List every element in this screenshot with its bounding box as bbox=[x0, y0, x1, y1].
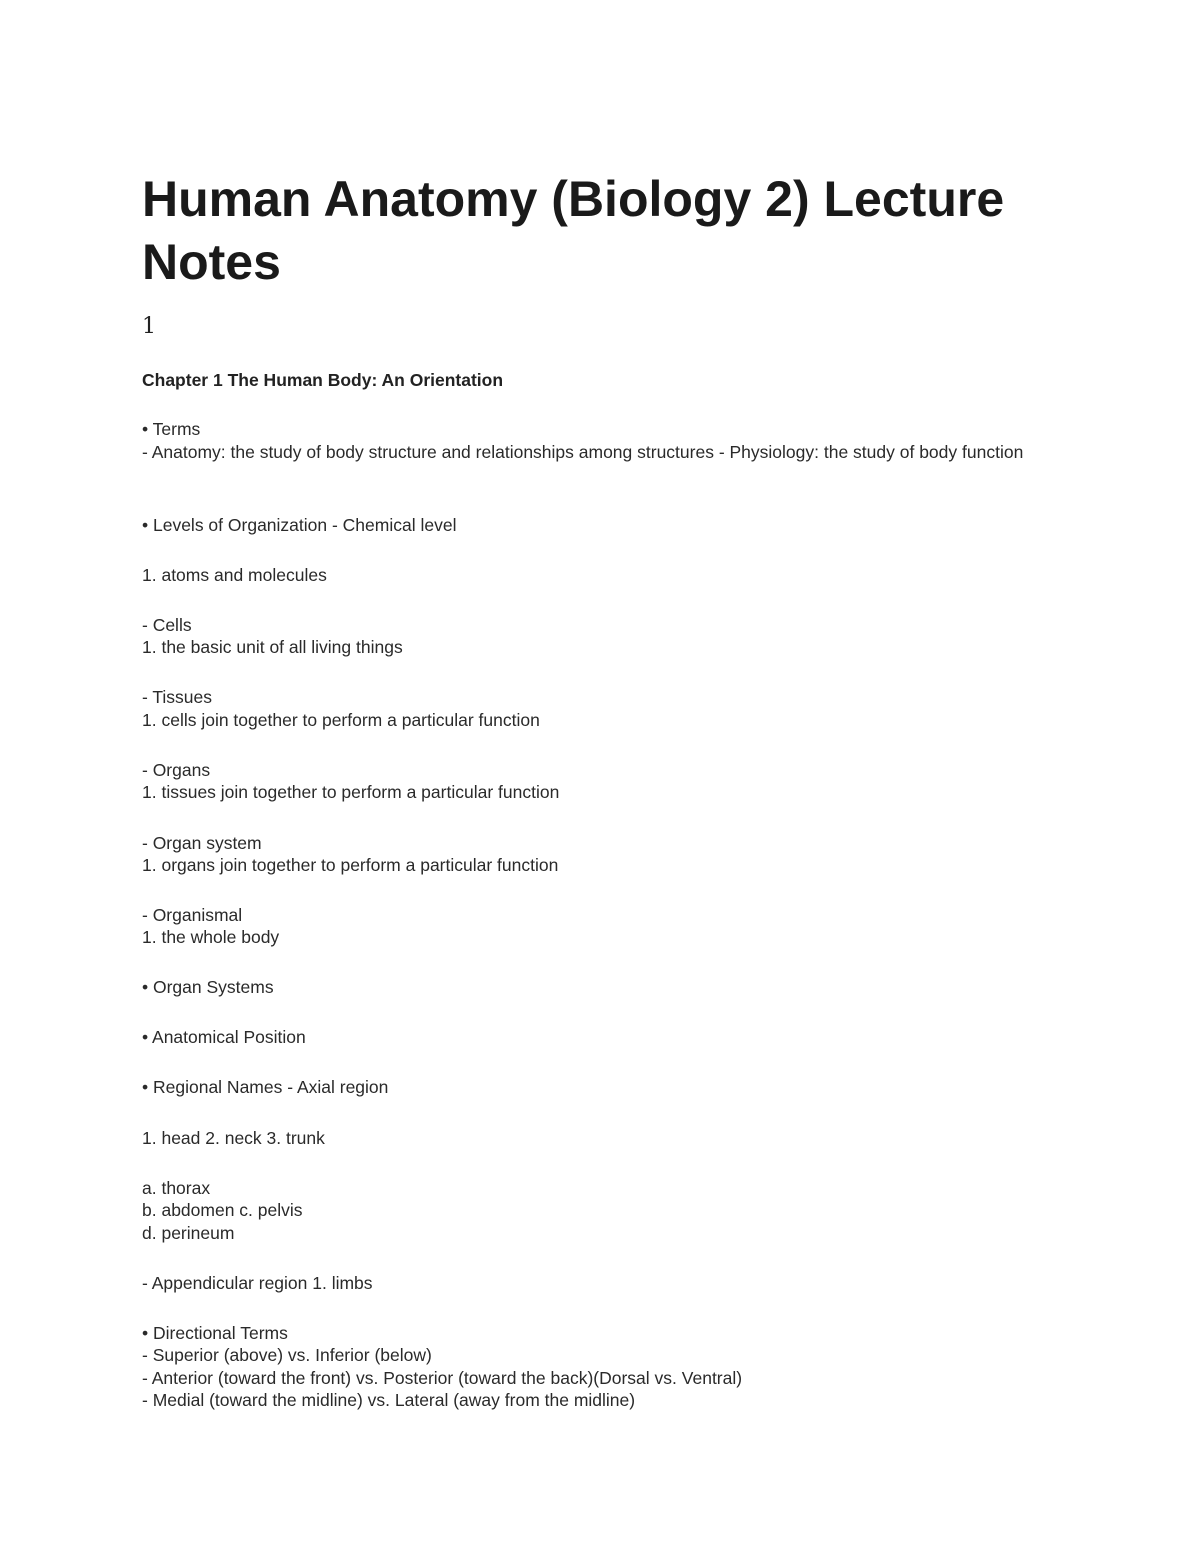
list-item: - Medial (toward the midline) vs. Lateral (away from the midline) bbox=[142, 1390, 636, 1410]
list-item: 1. cells join together to perform a particular function bbox=[142, 710, 540, 730]
terms-definitions: - Anatomy: the study of body structure and relationships among structures - Physiology: the study of body function bbox=[142, 442, 1024, 462]
document-title: Human Anatomy (Biology 2) Lecture Notes bbox=[142, 171, 1005, 290]
list-item: b. abdomen c. pelvis bbox=[142, 1200, 303, 1220]
subheading-organs: - Organs bbox=[142, 760, 211, 780]
list-item: d. perineum bbox=[142, 1223, 235, 1243]
subheading-appendicular-region: - Appendicular region 1. limbs bbox=[142, 1273, 373, 1293]
list-item: 1. the whole body bbox=[142, 927, 280, 947]
chapter-heading: Chapter 1 The Human Body: An Orientation bbox=[142, 370, 504, 390]
bullet-regional-names: • Regional Names - Axial region bbox=[142, 1077, 389, 1097]
bullet-levels-of-organization: • Levels of Organization - Chemical level bbox=[142, 515, 457, 535]
bullet-anatomical-position: • Anatomical Position bbox=[142, 1027, 306, 1047]
subheading-organ-system: - Organ system bbox=[142, 833, 262, 853]
bullet-organ-systems: • Organ Systems bbox=[142, 977, 274, 997]
subheading-tissues: - Tissues bbox=[142, 687, 213, 707]
list-item: a. thorax bbox=[142, 1178, 211, 1198]
list-item: 1. head 2. neck 3. trunk bbox=[142, 1128, 325, 1148]
subheading-cells: - Cells bbox=[142, 615, 192, 635]
list-item: 1. atoms and molecules bbox=[142, 565, 327, 585]
list-item: 1. the basic unit of all living things bbox=[142, 637, 403, 657]
list-item: - Superior (above) vs. Inferior (below) bbox=[142, 1345, 432, 1365]
bullet-terms: • Terms bbox=[142, 419, 201, 439]
list-item: - Anterior (toward the front) vs. Posterior (toward the back)(Dorsal vs. Ventral) bbox=[142, 1368, 743, 1388]
list-item: 1. organs join together to perform a particular function bbox=[142, 855, 559, 875]
list-item: 1. tissues join together to perform a particular function bbox=[142, 782, 560, 802]
bullet-directional-terms: • Directional Terms bbox=[142, 1323, 288, 1343]
page-number: 1 bbox=[142, 314, 156, 339]
subheading-organismal: - Organismal bbox=[142, 905, 243, 925]
